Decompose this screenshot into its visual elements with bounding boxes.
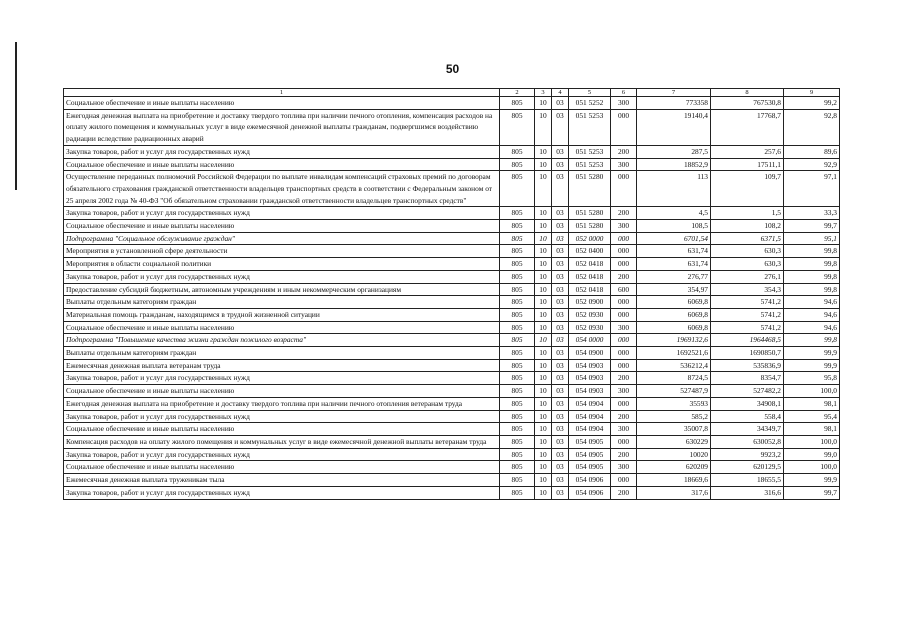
target-article-code: 054 0904 [569, 410, 611, 423]
section-code: 10 [535, 207, 552, 220]
target-article-code: 054 0904 [569, 423, 611, 436]
target-article-code: 051 5280 [569, 171, 611, 207]
ministry-code: 805 [500, 270, 535, 283]
expense-type-code: 200 [611, 448, 637, 461]
expense-type-code: 000 [611, 397, 637, 410]
column-header: 9 [784, 89, 840, 97]
column-header: 8 [711, 89, 784, 97]
ministry-code: 805 [500, 423, 535, 436]
expense-type-code: 000 [611, 334, 637, 347]
column-header: 1 [64, 89, 500, 97]
section-code: 10 [535, 145, 552, 158]
subsection-code: 03 [552, 448, 569, 461]
target-article-code: 052 0418 [569, 283, 611, 296]
ministry-code: 805 [500, 359, 535, 372]
expense-type-code: 000 [611, 296, 637, 309]
target-article-code: 052 0400 [569, 245, 611, 258]
table-row [64, 245, 840, 258]
planned-amount: 8724,5 [637, 372, 711, 385]
row-name: Ежемесячная денежная выплата ветеранам труда [64, 359, 500, 372]
execution-percent: 98,1 [784, 423, 840, 436]
table-row [64, 207, 840, 220]
actual-amount: 558,4 [711, 410, 784, 423]
subsection-code: 03 [552, 461, 569, 474]
subsection-code: 03 [552, 308, 569, 321]
actual-amount: 8354,7 [711, 372, 784, 385]
planned-amount: 631,74 [637, 258, 711, 271]
planned-amount: 113 [637, 171, 711, 207]
ministry-code: 805 [500, 308, 535, 321]
execution-percent: 99,9 [784, 347, 840, 360]
target-article-code: 054 0000 [569, 334, 611, 347]
row-name: Закупка товаров, работ и услуг для государственных нужд [64, 145, 500, 158]
section-code: 10 [535, 334, 552, 347]
execution-percent: 99,8 [784, 258, 840, 271]
planned-amount: 19140,4 [637, 109, 711, 145]
actual-amount: 276,1 [711, 270, 784, 283]
expense-type-code: 000 [611, 347, 637, 360]
execution-percent: 95,1 [784, 232, 840, 245]
planned-amount: 35007,8 [637, 423, 711, 436]
actual-amount: 5741,2 [711, 321, 784, 334]
table-row [64, 171, 840, 207]
subsection-code: 03 [552, 372, 569, 385]
table-row [64, 397, 840, 410]
expense-type-code: 600 [611, 283, 637, 296]
section-code: 10 [535, 435, 552, 448]
target-article-code: 052 0930 [569, 321, 611, 334]
table-row [64, 232, 840, 245]
subsection-code: 03 [552, 296, 569, 309]
section-code: 10 [535, 486, 552, 499]
planned-amount: 6069,8 [637, 321, 711, 334]
row-name: Материальная помощь гражданам, находящимся в трудной жизненной ситуации [64, 308, 500, 321]
row-name: Ежемесячная денежная выплата труженикам тыла [64, 474, 500, 487]
row-name: Подпрограмма "Повышение качества жизни граждан пожилого возраста" [64, 334, 500, 347]
subsection-code: 03 [552, 270, 569, 283]
subsection-code: 03 [552, 359, 569, 372]
table-body [64, 89, 840, 500]
subsection-code: 03 [552, 220, 569, 233]
execution-percent: 94,6 [784, 321, 840, 334]
table-row [64, 359, 840, 372]
row-name: Компенсация расходов на оплату жилого помещения и коммунальных услуг в виде ежемесячной денежной выплаты ветеранам труда [64, 435, 500, 448]
section-code: 10 [535, 347, 552, 360]
table-row [64, 410, 840, 423]
section-code: 10 [535, 158, 552, 171]
target-article-code: 051 5280 [569, 220, 611, 233]
execution-percent: 99,7 [784, 220, 840, 233]
column-number-row [64, 89, 840, 97]
execution-percent: 92,9 [784, 158, 840, 171]
target-article-code: 054 0905 [569, 448, 611, 461]
column-header: 4 [552, 89, 569, 97]
target-article-code: 052 0418 [569, 258, 611, 271]
ministry-code: 805 [500, 158, 535, 171]
table-row [64, 220, 840, 233]
section-code: 10 [535, 474, 552, 487]
actual-amount: 1,5 [711, 207, 784, 220]
actual-amount: 9923,2 [711, 448, 784, 461]
execution-percent: 98,1 [784, 397, 840, 410]
actual-amount: 354,3 [711, 283, 784, 296]
section-code: 10 [535, 448, 552, 461]
actual-amount: 5741,2 [711, 308, 784, 321]
planned-amount: 1969132,6 [637, 334, 711, 347]
planned-amount: 287,5 [637, 145, 711, 158]
section-code: 10 [535, 308, 552, 321]
row-name: Ежегодная денежная выплата на приобретение и доставку твердого топлива при наличии печного отопления ветеранам труда [64, 397, 500, 410]
ministry-code: 805 [500, 435, 535, 448]
subsection-code: 03 [552, 283, 569, 296]
planned-amount: 4,5 [637, 207, 711, 220]
planned-amount: 6069,8 [637, 308, 711, 321]
ministry-code: 805 [500, 97, 535, 110]
execution-percent: 99,7 [784, 486, 840, 499]
subsection-code: 03 [552, 423, 569, 436]
column-header: 7 [637, 89, 711, 97]
planned-amount: 6701,54 [637, 232, 711, 245]
ministry-code: 805 [500, 145, 535, 158]
ministry-code: 805 [500, 448, 535, 461]
execution-percent: 99,0 [784, 448, 840, 461]
ministry-code: 805 [500, 207, 535, 220]
planned-amount: 18852,9 [637, 158, 711, 171]
planned-amount: 585,2 [637, 410, 711, 423]
subsection-code: 03 [552, 145, 569, 158]
ministry-code: 805 [500, 245, 535, 258]
expense-type-code: 000 [611, 308, 637, 321]
actual-amount: 108,2 [711, 220, 784, 233]
section-code: 10 [535, 232, 552, 245]
actual-amount: 34349,7 [711, 423, 784, 436]
execution-percent: 100,0 [784, 461, 840, 474]
planned-amount: 6069,8 [637, 296, 711, 309]
subsection-code: 03 [552, 474, 569, 487]
column-header: 6 [611, 89, 637, 97]
execution-percent: 100,0 [784, 385, 840, 398]
target-article-code: 054 0906 [569, 486, 611, 499]
actual-amount: 17511,1 [711, 158, 784, 171]
target-article-code: 051 5252 [569, 97, 611, 110]
ministry-code: 805 [500, 258, 535, 271]
column-header: 5 [569, 89, 611, 97]
planned-amount: 317,6 [637, 486, 711, 499]
ministry-code: 805 [500, 321, 535, 334]
ministry-code: 805 [500, 109, 535, 145]
target-article-code: 051 5280 [569, 207, 611, 220]
ministry-code: 805 [500, 410, 535, 423]
execution-percent: 99,2 [784, 97, 840, 110]
row-name: Закупка товаров, работ и услуг для государственных нужд [64, 410, 500, 423]
table-row [64, 258, 840, 271]
section-code: 10 [535, 245, 552, 258]
row-name: Мероприятия в установленной сфере деятельности [64, 245, 500, 258]
subsection-code: 03 [552, 334, 569, 347]
planned-amount: 620209 [637, 461, 711, 474]
target-article-code: 054 0903 [569, 372, 611, 385]
actual-amount: 5741,2 [711, 296, 784, 309]
planned-amount: 18669,6 [637, 474, 711, 487]
expense-type-code: 000 [611, 232, 637, 245]
expense-type-code: 000 [611, 258, 637, 271]
row-name: Подпрограмма "Социальное обслуживание граждан" [64, 232, 500, 245]
table-row [64, 347, 840, 360]
row-name: Закупка товаров, работ и услуг для государственных нужд [64, 207, 500, 220]
expense-type-code: 000 [611, 359, 637, 372]
target-article-code: 052 0930 [569, 308, 611, 321]
execution-percent: 99,9 [784, 359, 840, 372]
execution-percent: 100,0 [784, 435, 840, 448]
budget-table [63, 88, 840, 500]
section-code: 10 [535, 461, 552, 474]
execution-percent: 94,6 [784, 296, 840, 309]
row-name: Закупка товаров, работ и услуг для государственных нужд [64, 448, 500, 461]
expense-type-code: 200 [611, 486, 637, 499]
actual-amount: 257,6 [711, 145, 784, 158]
row-name: Предоставление субсидий бюджетным, автономным учреждениям и иным некоммерческим организациям [64, 283, 500, 296]
table-row [64, 461, 840, 474]
section-code: 10 [535, 270, 552, 283]
target-article-code: 052 0418 [569, 270, 611, 283]
ministry-code: 805 [500, 283, 535, 296]
section-code: 10 [535, 220, 552, 233]
target-article-code: 054 0900 [569, 347, 611, 360]
planned-amount: 276,77 [637, 270, 711, 283]
row-name: Выплаты отдельным категориям граждан [64, 296, 500, 309]
target-article-code: 054 0905 [569, 461, 611, 474]
planned-amount: 527487,9 [637, 385, 711, 398]
expense-type-code: 000 [611, 245, 637, 258]
section-code: 10 [535, 283, 552, 296]
execution-percent: 99,8 [784, 283, 840, 296]
planned-amount: 35593 [637, 397, 711, 410]
expense-type-code: 300 [611, 385, 637, 398]
table-row [64, 486, 840, 499]
actual-amount: 109,7 [711, 171, 784, 207]
subsection-code: 03 [552, 385, 569, 398]
subsection-code: 03 [552, 232, 569, 245]
section-code: 10 [535, 397, 552, 410]
expense-type-code: 200 [611, 410, 637, 423]
ministry-code: 805 [500, 220, 535, 233]
actual-amount: 630,3 [711, 258, 784, 271]
row-name: Социальное обеспечение и иные выплаты населению [64, 158, 500, 171]
target-article-code: 054 0903 [569, 359, 611, 372]
table-row [64, 270, 840, 283]
row-name: Осуществление переданных полномочий Российской Федерации по выплате инвалидам компенсаций страховых премий по договорам обязательного страхования гражданской ответственности владельцев транспортных средств в соответствии с Федеральным законом от 25 апреля 2002 года № 40-ФЗ "Об обязательном страховании гражданской ответственности владельцев транспортных средств" [64, 171, 500, 207]
planned-amount: 536212,4 [637, 359, 711, 372]
expense-type-code: 300 [611, 461, 637, 474]
expense-type-code: 000 [611, 474, 637, 487]
actual-amount: 34908,1 [711, 397, 784, 410]
table-row [64, 372, 840, 385]
execution-percent: 33,3 [784, 207, 840, 220]
subsection-code: 03 [552, 397, 569, 410]
ministry-code: 805 [500, 461, 535, 474]
planned-amount: 631,74 [637, 245, 711, 258]
column-header: 3 [535, 89, 552, 97]
row-name: Выплаты отдельным категориям граждан [64, 347, 500, 360]
table-row [64, 448, 840, 461]
actual-amount: 767530,8 [711, 97, 784, 110]
expense-type-code: 000 [611, 109, 637, 145]
execution-percent: 99,8 [784, 270, 840, 283]
subsection-code: 03 [552, 245, 569, 258]
section-code: 10 [535, 359, 552, 372]
subsection-code: 03 [552, 258, 569, 271]
column-header: 2 [500, 89, 535, 97]
ministry-code: 805 [500, 347, 535, 360]
execution-percent: 97,1 [784, 171, 840, 207]
subsection-code: 03 [552, 97, 569, 110]
ministry-code: 805 [500, 474, 535, 487]
actual-amount: 6371,5 [711, 232, 784, 245]
execution-percent: 99,8 [784, 334, 840, 347]
planned-amount: 1692521,6 [637, 347, 711, 360]
section-code: 10 [535, 385, 552, 398]
actual-amount: 18655,5 [711, 474, 784, 487]
ministry-code: 805 [500, 171, 535, 207]
table-row [64, 423, 840, 436]
subsection-code: 03 [552, 171, 569, 207]
ministry-code: 805 [500, 296, 535, 309]
actual-amount: 1964468,5 [711, 334, 784, 347]
execution-percent: 99,9 [784, 474, 840, 487]
section-code: 10 [535, 372, 552, 385]
table-row [64, 334, 840, 347]
planned-amount: 630229 [637, 435, 711, 448]
table-row [64, 283, 840, 296]
expense-type-code: 000 [611, 171, 637, 207]
section-code: 10 [535, 410, 552, 423]
actual-amount: 527482,2 [711, 385, 784, 398]
table-row [64, 435, 840, 448]
ministry-code: 805 [500, 385, 535, 398]
actual-amount: 620129,5 [711, 461, 784, 474]
table-row [64, 145, 840, 158]
section-code: 10 [535, 171, 552, 207]
table-row [64, 474, 840, 487]
execution-percent: 99,8 [784, 245, 840, 258]
subsection-code: 03 [552, 207, 569, 220]
actual-amount: 535836,9 [711, 359, 784, 372]
section-code: 10 [535, 258, 552, 271]
expense-type-code: 200 [611, 145, 637, 158]
target-article-code: 054 0906 [569, 474, 611, 487]
page-number: 50 [445, 62, 460, 76]
row-name: Закупка товаров, работ и услуг для государственных нужд [64, 372, 500, 385]
execution-percent: 95,8 [784, 372, 840, 385]
planned-amount: 10020 [637, 448, 711, 461]
execution-percent: 95,4 [784, 410, 840, 423]
subsection-code: 03 [552, 410, 569, 423]
row-name: Мероприятия в области социальной политики [64, 258, 500, 271]
execution-percent: 94,6 [784, 308, 840, 321]
section-code: 10 [535, 321, 552, 334]
row-name: Ежегодная денежная выплата на приобретение и доставку твердого топлива при наличии печного отопления, компенсация расходов на оплату жилого помещения и коммунальных услуг в виде ежемесячной денежной выплаты гражданам, подвергшимся воздействию радиации вследствие радиационных аварий [64, 109, 500, 145]
section-code: 10 [535, 109, 552, 145]
planned-amount: 354,97 [637, 283, 711, 296]
ministry-code: 805 [500, 397, 535, 410]
row-name: Социальное обеспечение и иные выплаты населению [64, 220, 500, 233]
table-row [64, 321, 840, 334]
expense-type-code: 300 [611, 158, 637, 171]
target-article-code: 052 0900 [569, 296, 611, 309]
ministry-code: 805 [500, 334, 535, 347]
execution-percent: 92,8 [784, 109, 840, 145]
actual-amount: 630,3 [711, 245, 784, 258]
section-code: 10 [535, 296, 552, 309]
expense-type-code: 300 [611, 220, 637, 233]
row-name: Социальное обеспечение и иные выплаты населению [64, 461, 500, 474]
target-article-code: 052 0000 [569, 232, 611, 245]
table-row [64, 385, 840, 398]
section-code: 10 [535, 423, 552, 436]
ministry-code: 805 [500, 372, 535, 385]
actual-amount: 316,6 [711, 486, 784, 499]
row-name: Социальное обеспечение и иные выплаты населению [64, 385, 500, 398]
row-name: Закупка товаров, работ и услуг для государственных нужд [64, 486, 500, 499]
target-article-code: 054 0903 [569, 385, 611, 398]
table-row [64, 97, 840, 110]
target-article-code: 051 5253 [569, 158, 611, 171]
expense-type-code: 000 [611, 435, 637, 448]
row-name: Социальное обеспечение и иные выплаты населению [64, 423, 500, 436]
actual-amount: 1690850,7 [711, 347, 784, 360]
expense-type-code: 200 [611, 207, 637, 220]
table-row [64, 158, 840, 171]
row-name: Закупка товаров, работ и услуг для государственных нужд [64, 270, 500, 283]
actual-amount: 17768,7 [711, 109, 784, 145]
expense-type-code: 300 [611, 321, 637, 334]
actual-amount: 630052,8 [711, 435, 784, 448]
target-article-code: 054 0904 [569, 397, 611, 410]
expense-type-code: 200 [611, 372, 637, 385]
subsection-code: 03 [552, 486, 569, 499]
ministry-code: 805 [500, 486, 535, 499]
ministry-code: 805 [500, 232, 535, 245]
subsection-code: 03 [552, 158, 569, 171]
planned-amount: 773358 [637, 97, 711, 110]
target-article-code: 051 5253 [569, 145, 611, 158]
table-row [64, 296, 840, 309]
execution-percent: 89,6 [784, 145, 840, 158]
subsection-code: 03 [552, 109, 569, 145]
section-code: 10 [535, 97, 552, 110]
target-article-code: 051 5253 [569, 109, 611, 145]
subsection-code: 03 [552, 347, 569, 360]
expense-type-code: 300 [611, 97, 637, 110]
table-row [64, 308, 840, 321]
subsection-code: 03 [552, 321, 569, 334]
row-name: Социальное обеспечение и иные выплаты населению [64, 97, 500, 110]
expense-type-code: 300 [611, 423, 637, 436]
table-row [64, 109, 840, 145]
target-article-code: 054 0905 [569, 435, 611, 448]
planned-amount: 108,5 [637, 220, 711, 233]
row-name: Социальное обеспечение и иные выплаты населению [64, 321, 500, 334]
expense-type-code: 200 [611, 270, 637, 283]
subsection-code: 03 [552, 435, 569, 448]
